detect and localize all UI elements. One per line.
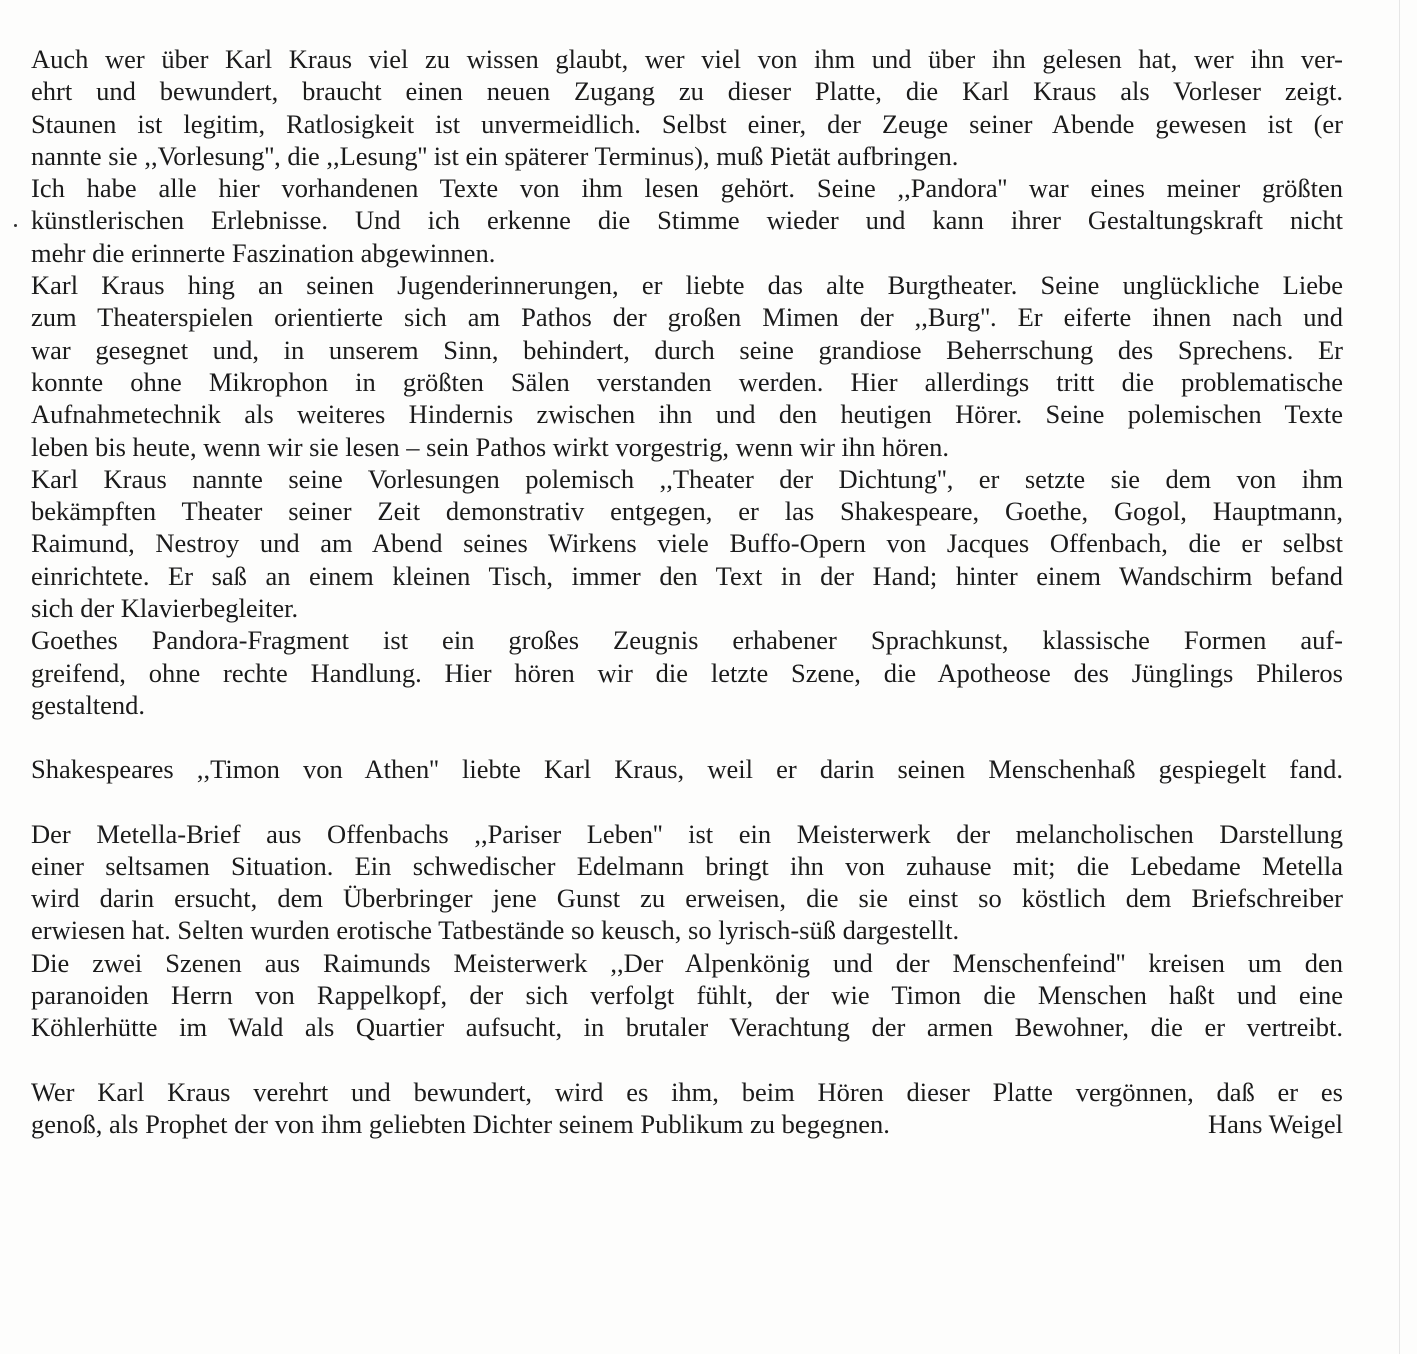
text-line: sich der Klavierbegleiter. [31,593,299,624]
paragraph-2 [31,172,1343,269]
text-line: war gesegnet und, in unserem Sinn, behindert, durch seine grandiose Beherrschung des Sprechens. Er [31,334,1343,365]
text-line: erwiesen hat. Selten wurden erotische Tatbestände so keusch, so lyrisch-süß dargestellt. [31,915,960,946]
text-line: Köhlerhütte im Wald als Quartier aufsucht, in brutaler Verachtung der armen Bewohner, die er vertreibt. [31,1012,1343,1043]
text-line: Goethes Pandora-Fragment ist ein großes Zeugnis erhabener Sprachkunst, klassische Formen auf- [31,625,1343,656]
text-line: einrichtete. Er saß an einem kleinen Tisch, immer den Text in der Hand; hinter einem Wandschirm befand [31,560,1343,591]
text-line: Karl Kraus nannte seine Vorlesungen polemisch ,,Theater der Dichtung'', er setzte sie dem von ihm [31,463,1343,494]
signature-line [31,1108,1343,1140]
text-line: wird darin ersucht, dem Überbringer jene Gunst zu erweisen, die sie einst so köstlich dem Briefschreiber [31,883,1343,914]
text-line: Raimund, Nestroy und am Abend seines Wirkens viele Buffo-Opern von Jacques Offenbach, die er selbst [31,528,1343,559]
author-signature: Hans Weigel [1208,1108,1343,1139]
text-line: mehr die erinnerte Faszination abgewinnen. [31,237,496,268]
text-line: genoß, als Prophet der von ihm geliebten Dichter seinem Publikum zu begegnen. [31,1108,890,1139]
text-line: Die zwei Szenen aus Raimunds Meisterwerk ,,Der Alpenkönig und der Menschenfeind'' kreisen um den [31,947,1343,978]
text-line: bekämpften Theater seiner Zeit demonstrativ entgegen, er las Shakespeare, Goethe, Gogol, Hauptmann, [31,496,1343,527]
text-line: Staunen ist legitim, Ratlosigkeit ist unvermeidlich. Selbst einer, der Zeuge seiner Abende gewesen ist (er [31,108,1343,139]
text-line: Aufnahmetechnik als weiteres Hindernis zwischen ihn und den heutigen Hörer. Seine polemischen Texte [31,399,1343,430]
paragraph-6 [31,753,1343,785]
text-line: einer seltsamen Situation. Ein schwedischer Edelmann bringt ihn von zuhause mit; die Lebedame Metella [31,850,1343,881]
text-line: paranoiden Herrn von Rappelkopf, der sich verfolgt fühlt, der wie Timon die Menschen haßt und eine [31,980,1343,1011]
text-line: nannte sie ,,Vorlesung'', die ,,Lesung'' ist ein späterer Terminus), muß Pietät aufbringen. [31,140,959,171]
page-edge [1399,0,1400,1354]
paragraph-5 [31,624,1343,721]
text-line: greifend, ohne rechte Handlung. Hier hören wir die letzte Szene, die Apotheose des Jünglings Phileros [31,657,1343,688]
text-line: Wer Karl Kraus verehrt und bewundert, wird es ihm, beim Hören dieser Platte vergönnen, daß er es [31,1076,1343,1107]
scan-speck [14,224,17,227]
text-line: zum Theaterspielen orientierte sich am Pathos der großen Mimen der ,,Burg''. Er eiferte ihnen nach und [31,302,1343,333]
text-line: Auch wer über Karl Kraus viel zu wissen glaubt, wer viel von ihm und über ihn gelesen hat, wer ihn ver- [31,44,1343,74]
paragraph-3 [31,269,1343,463]
text-line: Karl Kraus hing an seinen Jugenderinnerungen, er liebte das alte Burgtheater. Seine unglückliche Liebe [31,270,1343,301]
text-line: Der Metella-Brief aus Offenbachs ,,Pariser Leben'' ist ein Meisterwerk der melancholischen Darstellung [31,818,1343,849]
paragraph-8 [31,947,1343,1044]
paragraph-4 [31,463,1343,624]
text-line: ehrt und bewundert, braucht einen neuen Zugang zu dieser Platte, die Karl Kraus als Vorleser zeigt. [31,76,1343,107]
text-line: Ich habe alle hier vorhandenen Texte von ihm lesen gehört. Seine ,,Pandora'' war eines meiner größten [31,173,1343,204]
text-line: konnte ohne Mikrophon in größten Sälen verstanden werden. Hier allerdings tritt die problematische [31,366,1343,397]
text-line: leben bis heute, wenn wir sie lesen – sein Pathos wirkt vorgestrig, wenn wir ihn hören. [31,431,950,462]
paragraph-7 [31,818,1343,947]
paragraph-1 [31,43,1343,172]
closing-paragraph [31,1076,1343,1141]
liner-notes-text [31,43,1343,1140]
text-line: Shakespeares ,,Timon von Athen'' liebte Karl Kraus, weil er darin seinen Menschenhaß gespiegelt fand. [31,754,1343,785]
text-line: gestaltend. [31,689,146,720]
text-line: künstlerischen Erlebnisse. Und ich erkenne die Stimme wieder und kann ihrer Gestaltungskraft nicht [31,205,1343,236]
